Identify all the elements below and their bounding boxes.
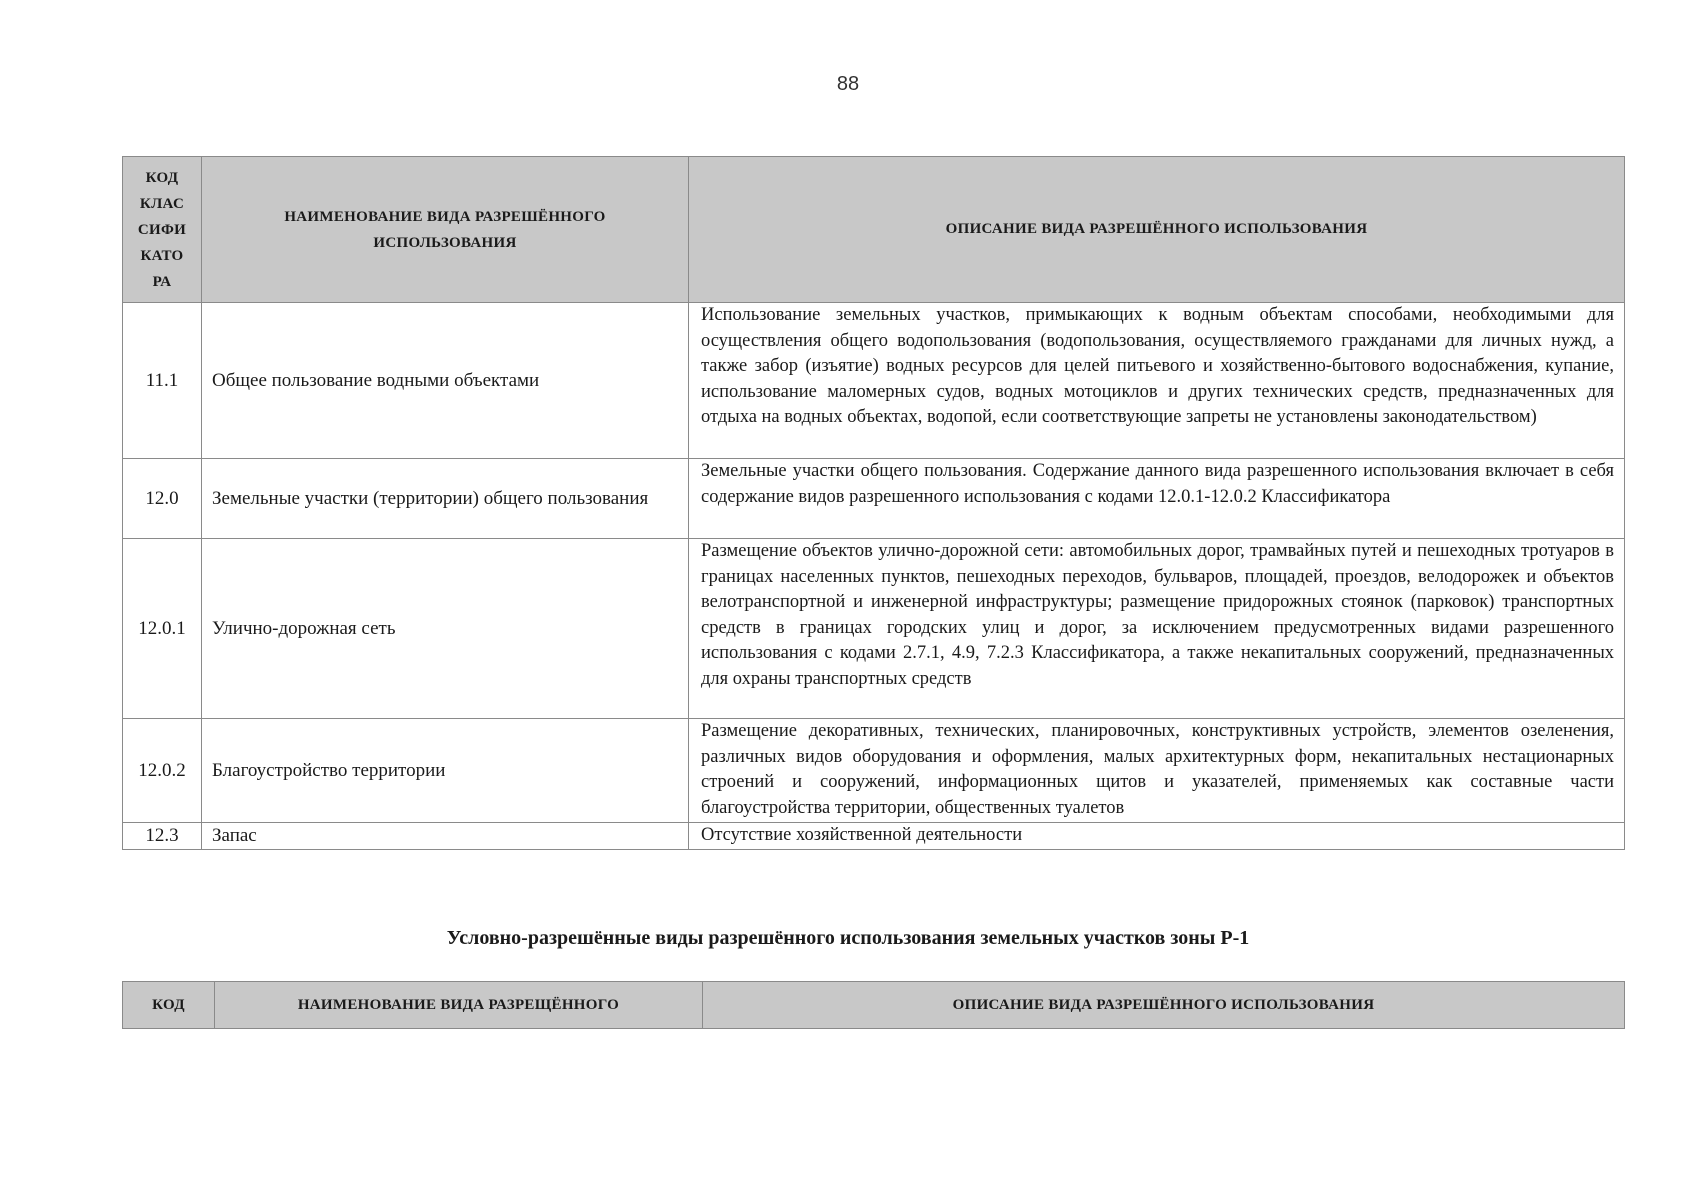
code-header-line: РА <box>152 273 172 290</box>
row-code: 12.0 <box>123 459 202 539</box>
table-row <box>123 823 1625 850</box>
code-header-line: КЛАС <box>139 195 185 212</box>
row-code: 12.0.2 <box>123 719 202 823</box>
row-name: Запас <box>202 823 689 850</box>
code-header-line: КАТО <box>140 247 184 264</box>
row-description: Размещение объектов улично-дорожной сети: автомобильных дорог, трамвайных путей и пешеходных тротуаров в границах населенных пунктов, пешеходных переходов, бульваров, площадей, проездов, велодорожек и объектов велотранспортной и инженерной инфраструктуры; размещение придорожных стоянок (парковок) транспортных средств в границах городских улиц и дорог, за исключением предусмотренных видами разрешенного использования с кодами 2.7.1, 4.9, 7.2.3 Классификатора, а также некапитальных сооружений, предназначенных для охраны транспортных средств <box>689 539 1625 719</box>
table-row <box>123 303 1625 459</box>
name-column-header <box>202 157 689 303</box>
row-code: 12.0.1 <box>123 539 202 719</box>
code-column-header <box>123 157 202 303</box>
code-header-line: КОД <box>145 169 179 186</box>
row-code: 11.1 <box>123 303 202 459</box>
table-row <box>123 719 1625 823</box>
page-number: 88 <box>836 73 860 95</box>
row-description: Использование земельных участков, примыкающих к водным объектам способами, необходимыми для осуществления общего водопользования (водопользования, осуществляемого гражданами для личных нужд, а также забор (изъятие) водных ресурсов для целей питьевого и хозяйственно-бытового водоснабжения, купание, использование маломерных судов, водных мотоциклов и других технических средств, предназначенных для отдыха на водных объектах, водопой, если соответствующие запреты не установлены законодательством) <box>689 303 1625 459</box>
row-name: Благоустройство территории <box>202 719 689 823</box>
description-column-header: ОПИСАНИЕ ВИДА РАЗРЕШЁННОГО ИСПОЛЬЗОВАНИЯ <box>689 157 1625 303</box>
land-use-table <box>122 156 1625 850</box>
row-name: Улично-дорожная сеть <box>202 539 689 719</box>
table-header-row <box>123 157 1625 303</box>
name-column-header: НАИМЕНОВАНИЕ ВИДА РАЗРЕЩЁННОГО <box>215 982 703 1029</box>
row-name: Земельные участки (территории) общего пользования <box>202 459 689 539</box>
code-column-header: КОД <box>123 982 215 1029</box>
row-description: Размещение декоративных, технических, планировочных, конструктивных устройств, элементов озеленения, различных видов оборудования и оформления, малых архитектурных форм, некапитальных нестационарных строений и сооружений, информационных щитов и указателей, применяемых как составные части благоустройства территории, общественных туалетов <box>689 719 1625 823</box>
table-header-row <box>123 982 1625 1029</box>
row-description: Отсутствие хозяйственной деятельности <box>689 823 1625 850</box>
description-column-header: ОПИСАНИЕ ВИДА РАЗРЕШЁННОГО ИСПОЛЬЗОВАНИЯ <box>703 982 1625 1029</box>
row-description: Земельные участки общего пользования. Содержание данного вида разрешенного использования включает в себя содержание видов разрешенного использования с кодами 12.0.1-12.0.2 Классификатора <box>689 459 1625 539</box>
table-row <box>123 459 1625 539</box>
code-header-line: СИФИ <box>137 221 187 238</box>
row-code: 12.3 <box>123 823 202 850</box>
name-header-line: НАИМЕНОВАНИЕ ВИДА РАЗРЕШЁННОГО <box>284 208 606 225</box>
table-row <box>123 539 1625 719</box>
section-heading: Условно-разрешённые виды разрешённого использования земельных участков зоны Р-1 <box>446 927 1250 949</box>
conditional-use-table <box>122 981 1625 1029</box>
name-header-line: ИСПОЛЬЗОВАНИЯ <box>373 234 517 251</box>
row-name: Общее пользование водными объектами <box>202 303 689 459</box>
